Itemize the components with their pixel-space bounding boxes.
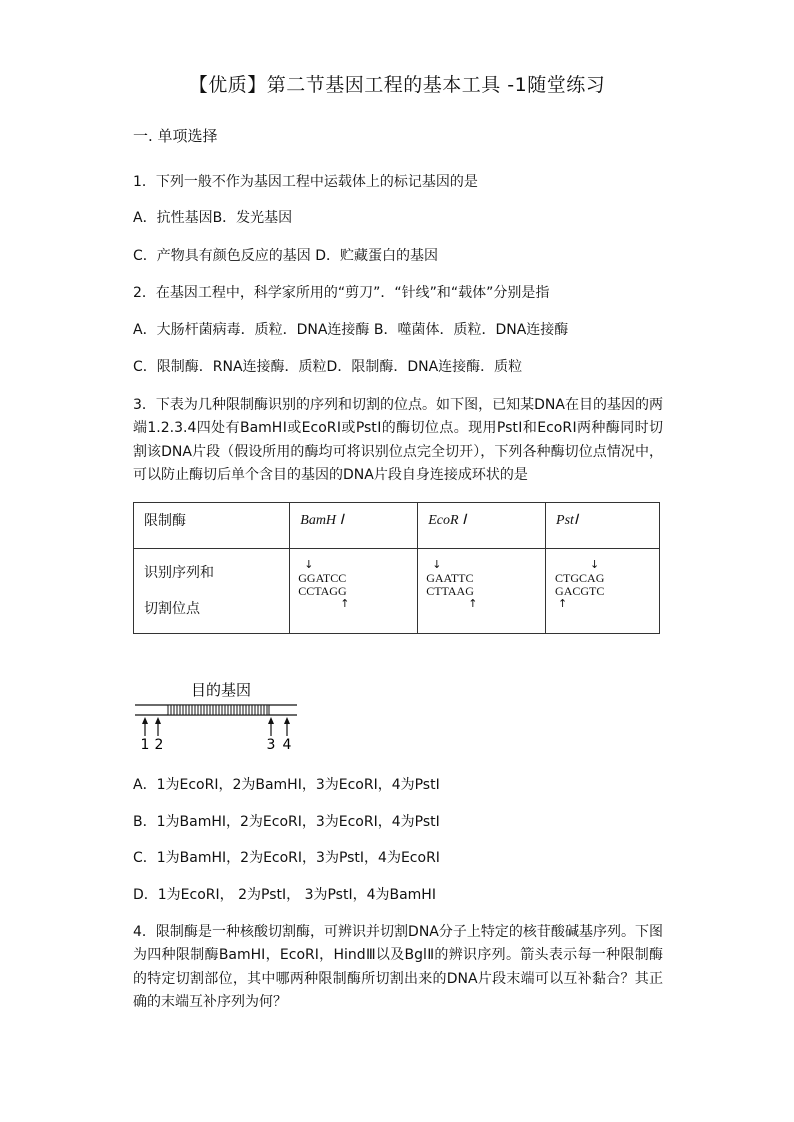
table-header-psti: PstⅠ [546, 503, 660, 549]
table-header-bamhi: BamH Ⅰ [290, 503, 418, 549]
q3-option-b: B．1为BamHⅠ，2为EcoRⅠ，3为EcoRⅠ，4为PstⅠ [133, 814, 440, 830]
site-arrow-2 [155, 717, 161, 736]
site-arrow-4 [284, 717, 290, 736]
table-header-ecori: EcoR Ⅰ [418, 503, 546, 549]
dna-gene-diagram [130, 676, 305, 752]
section-heading: 一. 单项选择 [133, 127, 218, 145]
page-title: 【优质】第二节基因工程的基本工具 -1随堂练习 [188, 74, 606, 96]
ecori-site-cell: ↓ GAATTC CTTAAG ↑ [418, 549, 546, 634]
psti-site-cell: ↓ CTGCAG GACGTC ↑ [546, 549, 660, 634]
q1-options-ab: A．抗性基因B．发光基因 [133, 210, 293, 226]
q3-option-c: C．1为BamHⅠ，2为EcoRⅠ，3为PstⅠ，4为EcoRⅠ [133, 850, 440, 866]
site-label-2: 2 [154, 737, 164, 752]
table-row-label: 识别序列和 切割位点 [134, 549, 290, 634]
site-label-1: 1 [140, 737, 150, 752]
q1-stem: 1．下列一般不作为基因工程中运载体上的标记基因的是 [133, 174, 478, 190]
site-label-4: 4 [282, 737, 292, 752]
site-label-3: 3 [266, 737, 276, 752]
q1-options-cd: C．产物具有颜色反应的基因 D．贮藏蛋白的基因 [133, 248, 439, 264]
q2-options-ab: A．大肠杆菌病毒．质粒．DNA连接酶 B．噬菌体．质粒．DNA连接酶 [133, 322, 569, 338]
bamhi-site-cell: ↓ GGATCC CCTAGG ↑ [290, 549, 418, 634]
q3-option-d: D．1为EcoRⅠ， 2为PstⅠ， 3为PstⅠ，4为BamHⅠ [133, 887, 436, 903]
gene-label: 目的基因 [190, 681, 252, 699]
q2-stem: 2．在基因工程中，科学家所用的“剪刀”．“针线”和“载体”分别是指 [133, 285, 550, 301]
table-header-enzyme: 限制酶 [134, 503, 290, 549]
q3-option-a: A．1为EcoRⅠ，2为BamHⅠ，3为EcoRⅠ，4为PstⅠ [133, 777, 440, 793]
q2-options-cd: C．限制酶．RNA连接酶．质粒D．限制酶．DNA连接酶．质粒 [133, 359, 523, 375]
q4-stem: 4．限制酶是一种核酸切割酶，可辨识并切割DNA分子上特定的核苷酸碱基序列。下图为四种限制酶BamHI，EcoRI，HindⅢ以及BglⅡ的辨识序列。箭头表示每一种限制酶的特定切割部位，其中哪两种限制酶所切割出来的DNA片段末端可以互补黏合？其正确的末端互补序列为何？ [133, 924, 663, 1010]
site-arrow-3 [268, 717, 274, 736]
q3-stem: 3．下表为几种限制酶识别的序列和切割的位点。如下图，已知某DNA在目的基因的两端1.2.3.4四处有BamHⅠ或EcoRⅠ或PstⅠ的酶切位点。现用PstⅠ和EcoRⅠ两种酶同时切割该DNA片段（假设所用的酶均可将识别位点完全切开），下列各种酶切位点情况中，可以防止酶切后单个含目的基因的DNA片段自身连接成环状的是 [133, 397, 663, 483]
site-arrow-1 [142, 717, 148, 736]
enzyme-table [133, 502, 660, 634]
